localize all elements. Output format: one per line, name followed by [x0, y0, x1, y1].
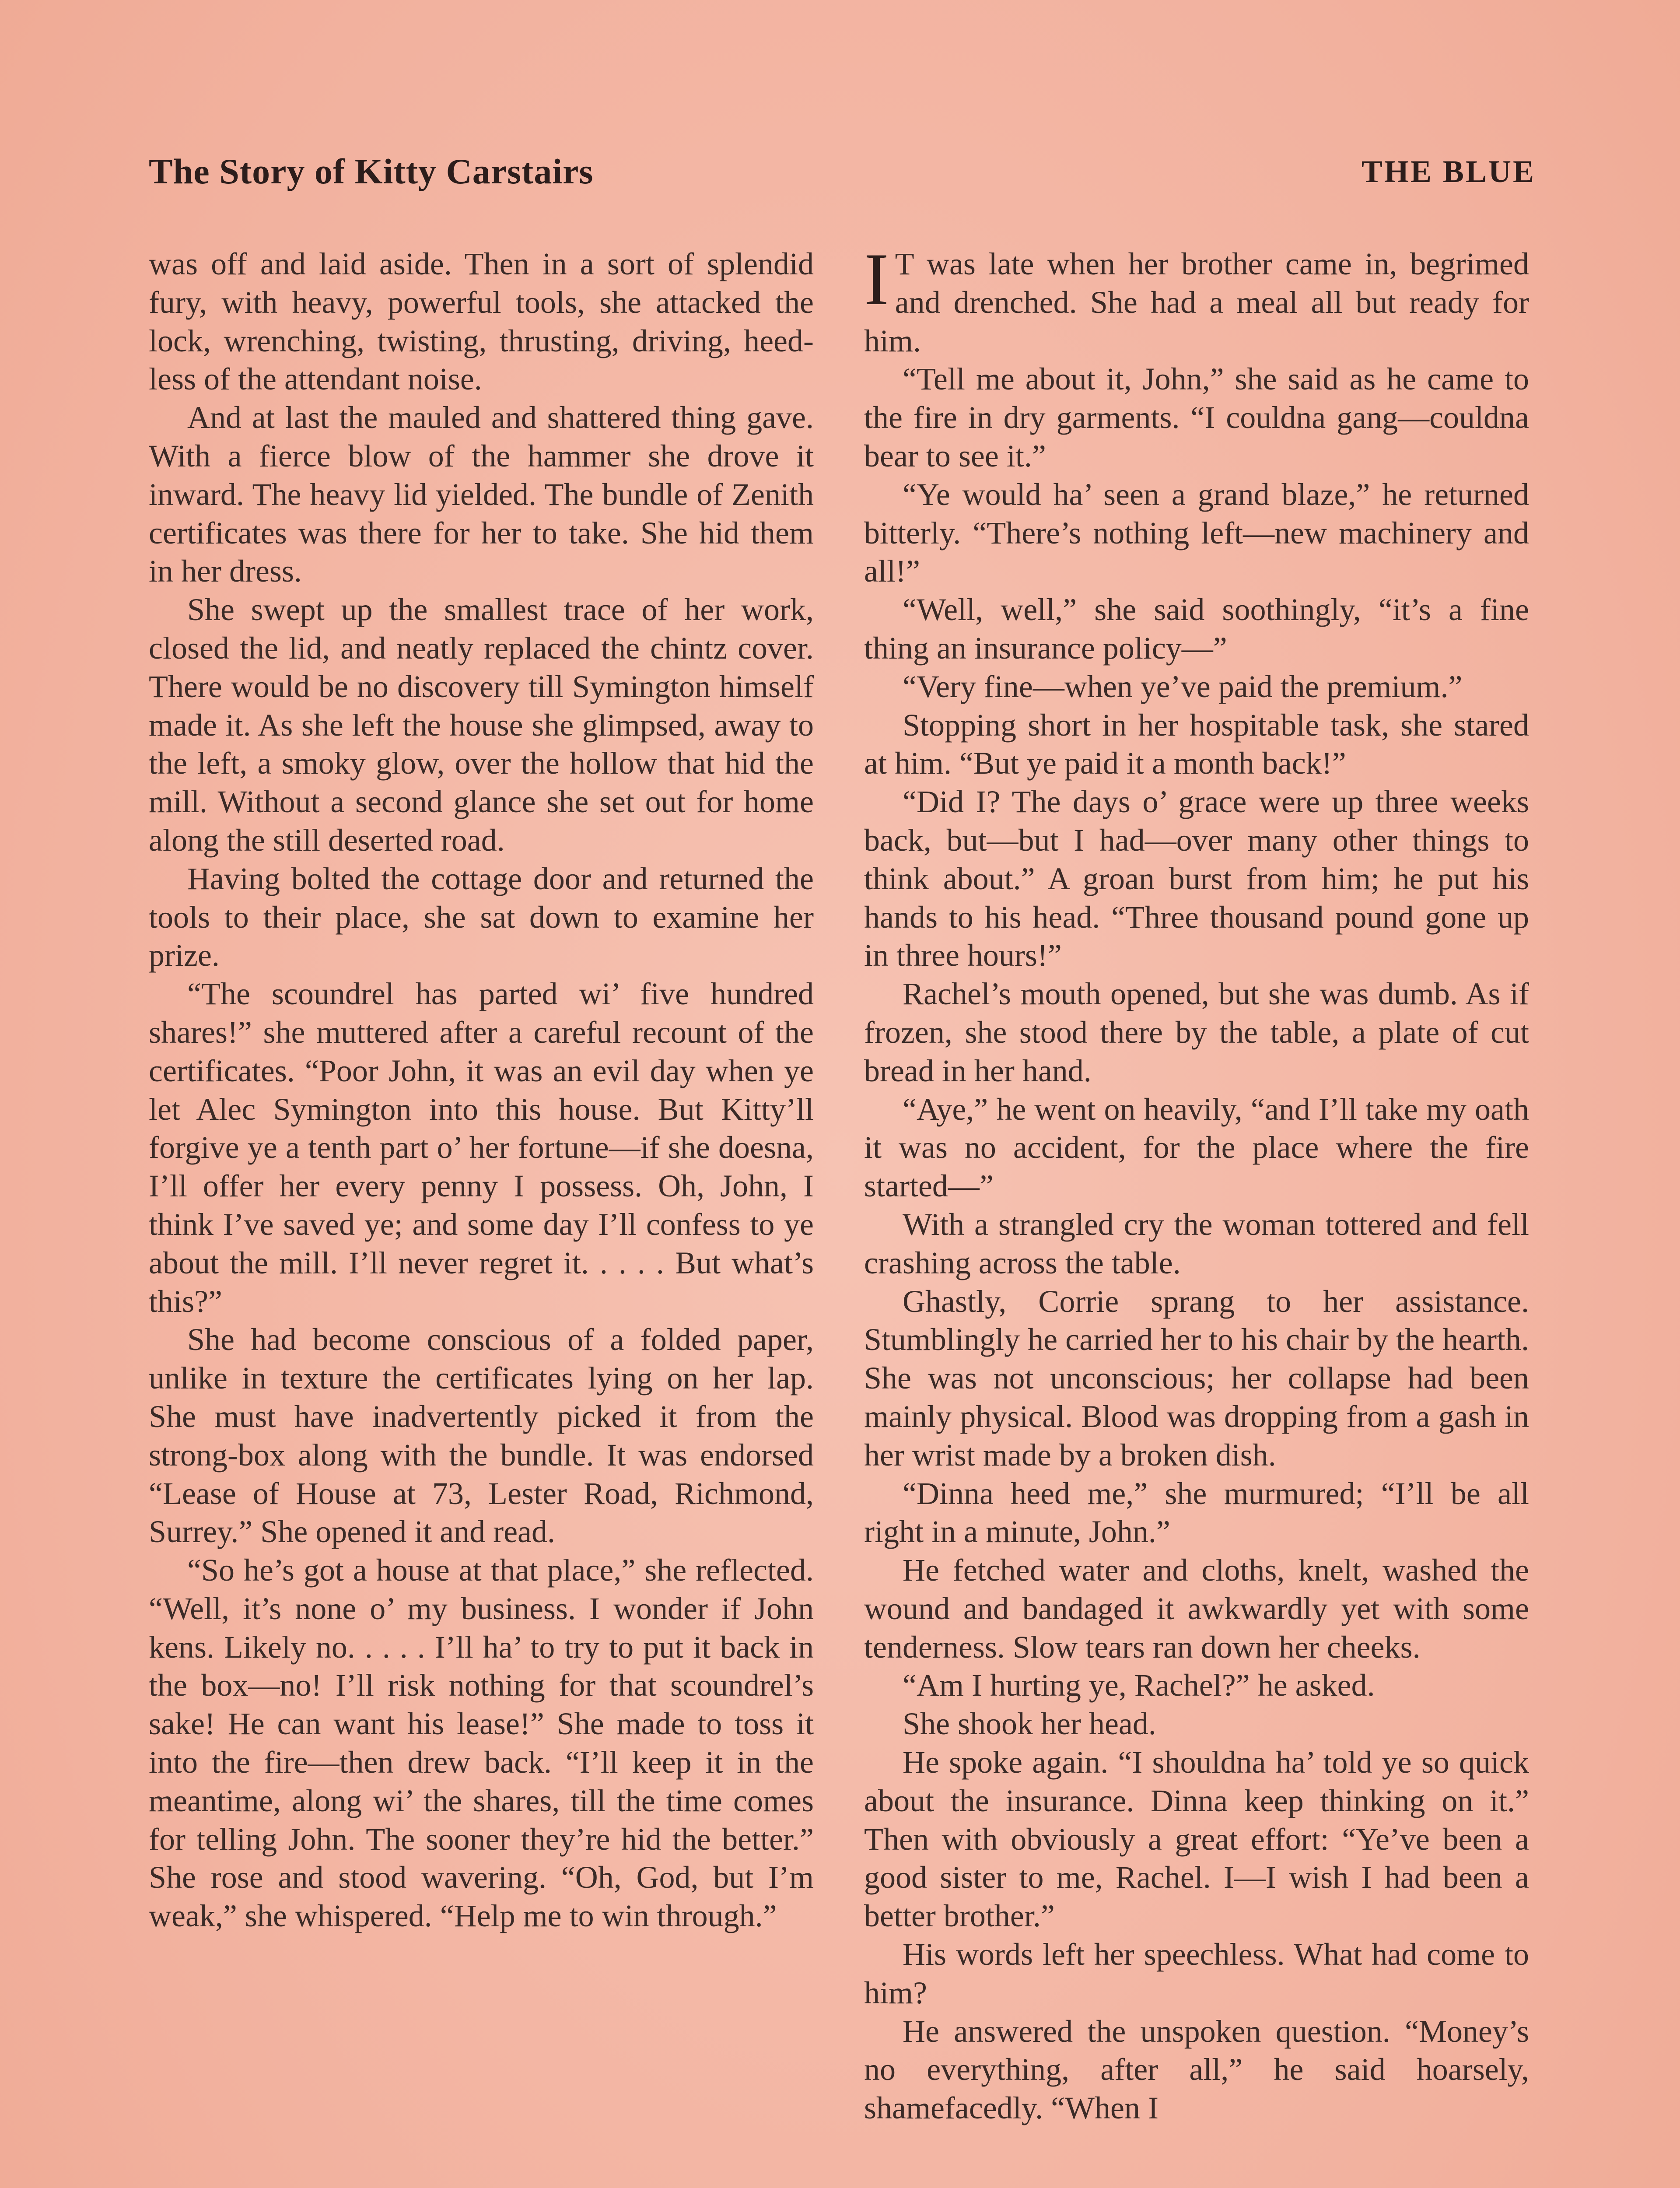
paragraph: “So he’s got a house at that place,” she reflected. “Well, it’s none o’ my business. I wonder if John kens. Likely no. . . . . I’ll ha’ to try to put it back in the box—no! I’ll risk nothing for that scoundrel’s sake! He can want his lease!” She made to toss it into the fire—then drew back. “I’ll keep it in the meantime, along wi’ the shares, till the time comes for telling John. The sooner they’re hid the better.” She rose and stood wavering. “Oh, God, but I’m weak,” she whispered. “Help me to win through.” [149, 1553, 814, 1934]
paragraph: “Am I hurting ye, Rachel?” he asked. [903, 1668, 1375, 1703]
opening-text: T was late when her brother came in, begrimed and drenched. She had a meal all but ready for him. [864, 246, 1529, 358]
paragraph: “Ye would ha’ seen a grand blaze,” he returned bitterly. “There’s nothing left—new machinery and all!” [864, 477, 1529, 589]
paragraph: He answered the unspoken question. “Money’s no everything, after all,” he said hoarsely, shamefacedly. “When I [864, 2013, 1529, 2126]
right-column [864, 238, 1529, 2128]
left-column [149, 245, 814, 1936]
paragraph: Rachel’s mouth opened, but she was dumb. As if frozen, she stood there by the table, a plate of cut bread in her hand. [864, 976, 1529, 1088]
paragraph: She swept up the smallest trace of her work, closed the lid, and neatly replaced the chintz cover. There would be no discovery till Symington himself made it. As she left the house she glimpsed, away to the left, a smoky glow, over the hollow that hid the mill. Without a second glance she set out for home along the still deserted road. [149, 592, 814, 858]
paragraph: With a strangled cry the woman tottered and fell crashing across the table. [864, 1206, 1529, 1280]
running-head [149, 151, 1536, 199]
paragraph: “Tell me about it, John,” she said as he came to the fire in dry garments. “I couldna gang—couldna bear to see it.” [864, 361, 1529, 473]
paragraph: She shook her head. [903, 1706, 1156, 1742]
magazine-name: THE BLUE [1361, 154, 1536, 189]
paragraph: She had become conscious of a folded paper, unlike in texture the certificates lying on her lap. She must have inadvertently picked it from the strong-box along with the bundle. It was endorsed “Lease of House at 73, Lester Road, Richmond, Surrey.” She opened it and read. [149, 1322, 814, 1550]
paragraph: Stopping short in her hospitable task, she stared at him. “But ye paid it a month back!” [864, 707, 1529, 781]
paragraph: “Dinna heed me,” she murmured; “I’ll be all right in a minute, John.” [864, 1476, 1529, 1550]
paragraph: He fetched water and cloths, knelt, washed the wound and bandaged it awkwardly yet with some tenderness. Slow tears ran down her cheeks. [864, 1553, 1529, 1665]
paragraph: “Did I? The days o’ grace were up three weeks back, but—but I had—over many other things to think about.” A groan burst from him; he put his hands to his head. “Three thousand pound gone up in three hours!” [864, 784, 1529, 973]
paragraph: “Well, well,” she said soothingly, “it’s a fine thing an insurance policy—” [864, 592, 1529, 666]
paragraph: “Very fine—when ye’ve paid the premium.” [903, 669, 1463, 704]
paragraph: And at last the mauled and shattered thing gave. With a fierce blow of the hammer she drove it inward. The heavy lid yielded. The bundle of Zenith certificates was there for her to take. She hid them in her dress. [149, 400, 814, 589]
paragraph: His words left her speechless. What had come to him? [864, 1937, 1529, 2010]
paragraph: Ghastly, Corrie sprang to her assistance. Stumblingly he carried her to his chair by the hearth. She was not unconscious; her collapse had been mainly physical. Blood was dropping from a gash in her wrist made by a broken dish. [864, 1283, 1529, 1473]
paragraph: Having bolted the cottage door and returned the tools to their place, she sat down to examine her prize. [149, 861, 814, 973]
paragraph: was off and laid aside. Then in a sort of splendid fury, with heavy, powerful tools, she attacked the lock, wrenching, twisting, thrusting, driving, heedless of the attendant noise. [149, 246, 814, 397]
paragraph: He spoke again. “I shouldna ha’ told ye so quick about the insurance. Dinna keep thinking on it.” Then with obviously a great effort: “Ye’ve been a good sister to me, Rachel. I—I wish I had been a better brother.” [864, 1745, 1529, 1934]
opening-paragraph [864, 238, 1529, 360]
paragraph: “Aye,” he went on heavily, “and I’ll take my oath it was no accident, for the place where the fire started—” [864, 1091, 1529, 1204]
story-title: The Story of Kitty Carstairs [149, 151, 594, 191]
drop-cap: I [864, 238, 889, 320]
paragraph: “The scoundrel has parted wi’ five hundred shares!” she muttered after a careful recount of the certificates. “Poor John, it was an evil day when ye let Alec Symington into this house. But Kitty’ll forgive ye a tenth part o’ her fortune—if she doesna, I’ll offer her every penny I possess. Oh, John, I think I’ve saved ye; and some day I’ll confess to ye about the mill. I’ll never regret it. . . . . But what’s this?” [149, 976, 814, 1319]
